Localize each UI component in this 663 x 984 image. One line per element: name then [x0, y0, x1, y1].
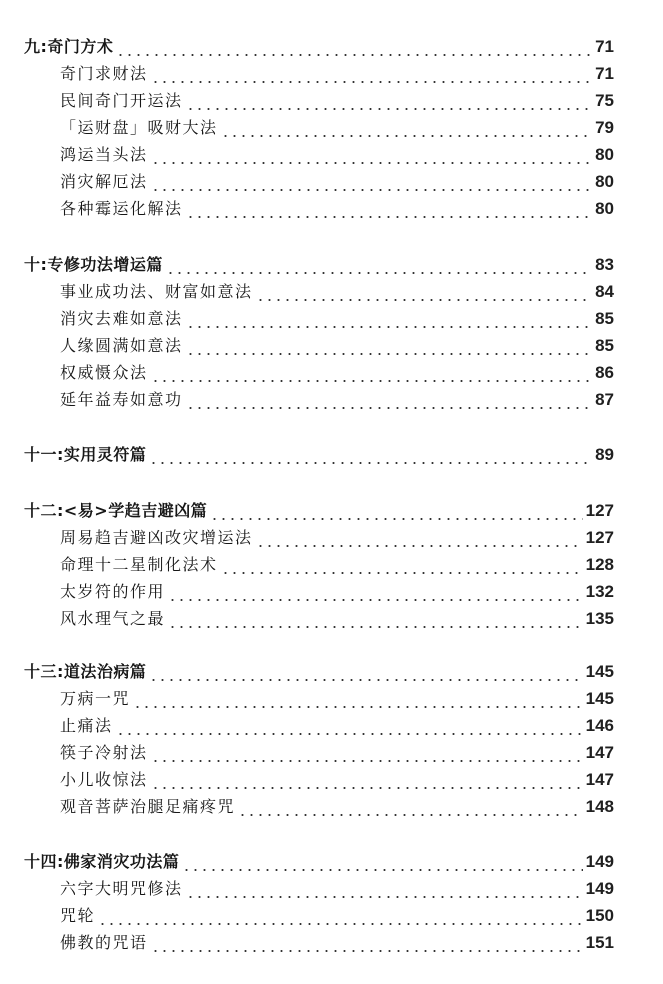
dot-leader: [209, 501, 582, 521]
dot-leader: [185, 336, 593, 356]
toc-heading[interactable]: [24, 848, 614, 872]
dot-leader: [132, 689, 583, 709]
dot-leader: [167, 582, 583, 602]
dot-leader: [150, 770, 583, 790]
entry-title: 万病一咒: [60, 689, 131, 708]
toc-entry[interactable]: [60, 332, 614, 356]
heading-title: 十三:道法治病篇: [24, 662, 147, 681]
entry-title: 佛教的咒语: [60, 933, 148, 952]
dot-leader: [148, 662, 582, 682]
entry-title: 周易趋吉避凶改灾增运法: [60, 528, 253, 547]
toc-entry[interactable]: [60, 114, 614, 138]
toc-entry[interactable]: [60, 141, 614, 165]
dot-leader: [220, 555, 583, 575]
page-number: 128: [585, 555, 614, 574]
page-number: 71: [595, 64, 614, 83]
page-number: 132: [585, 582, 614, 601]
toc-entry[interactable]: [60, 195, 614, 219]
entry-title: 民间奇门开运法: [60, 91, 183, 110]
toc-entry[interactable]: [60, 875, 614, 899]
page-number: 127: [585, 501, 614, 520]
page-number: 149: [585, 879, 614, 898]
dot-leader: [237, 797, 583, 817]
entry-title: 奇门求财法: [60, 64, 148, 83]
entry-title: 「运财盘」吸财大法: [60, 118, 218, 137]
dot-leader: [185, 309, 593, 329]
dot-leader: [150, 172, 593, 192]
toc-entry[interactable]: [60, 766, 614, 790]
dot-leader: [150, 64, 593, 84]
entry-title: 止痛法: [60, 716, 113, 735]
toc-entry[interactable]: [60, 578, 614, 602]
toc-entry[interactable]: [60, 168, 614, 192]
dot-leader: [255, 282, 593, 302]
page-number: 149: [585, 852, 614, 871]
dot-leader: [165, 255, 592, 275]
page-number: 80: [595, 199, 614, 218]
page-number: 148: [585, 797, 614, 816]
toc-heading[interactable]: [24, 658, 614, 682]
dot-leader: [150, 933, 583, 953]
entry-title: 事业成功法、财富如意法: [60, 282, 253, 301]
page-number: 71: [595, 37, 614, 56]
heading-title: 十一:实用灵符篇: [24, 445, 147, 464]
page-number: 83: [595, 255, 614, 274]
entry-title: 人缘圆满如意法: [60, 336, 183, 355]
page-number: 80: [595, 145, 614, 164]
page-number: 89: [595, 445, 614, 464]
page-number: 151: [585, 933, 614, 952]
dot-leader: [220, 118, 593, 138]
toc-entry[interactable]: [60, 551, 614, 575]
toc-heading[interactable]: [24, 441, 614, 465]
dot-leader: [150, 363, 593, 383]
page-number: 85: [595, 309, 614, 328]
entry-title: 观音菩萨治腿足痛疼咒: [60, 797, 236, 816]
page-number: 86: [595, 363, 614, 382]
page-number: 146: [585, 716, 614, 735]
entry-title: 鸿运当头法: [60, 145, 148, 164]
dot-leader: [255, 528, 583, 548]
toc-entry[interactable]: [60, 60, 614, 84]
entry-title: 太岁符的作用: [60, 582, 166, 601]
entry-title: 延年益寿如意功: [60, 390, 183, 409]
toc-entry[interactable]: [60, 929, 614, 953]
toc-entry[interactable]: [60, 524, 614, 548]
toc-entry[interactable]: [60, 305, 614, 329]
entry-title: 消灾去难如意法: [60, 309, 183, 328]
entry-title: 筷子冷射法: [60, 743, 148, 762]
entry-title: 各种霉运化解法: [60, 199, 183, 218]
page-number: 84: [595, 282, 614, 301]
dot-leader: [185, 199, 593, 219]
toc-entry[interactable]: [60, 793, 614, 817]
page-number: 75: [595, 91, 614, 110]
page-number: 150: [585, 906, 614, 925]
dot-leader: [97, 906, 583, 926]
toc-heading[interactable]: [24, 497, 614, 521]
toc-entry[interactable]: [60, 278, 614, 302]
entry-title: 小儿收惊法: [60, 770, 148, 789]
entry-title: 消灾解厄法: [60, 172, 148, 191]
toc-heading[interactable]: [24, 251, 614, 275]
heading-title: 十二:<易>学趋吉避凶篇: [24, 501, 208, 520]
dot-leader: [115, 37, 592, 57]
dot-leader: [185, 91, 593, 111]
page-number: 145: [585, 689, 614, 708]
page-number: 127: [585, 528, 614, 547]
dot-leader: [185, 390, 593, 410]
dot-leader: [181, 852, 582, 872]
dot-leader: [150, 145, 593, 165]
dot-leader: [115, 716, 583, 736]
toc-entry[interactable]: [60, 605, 614, 629]
heading-title: 十四:佛家消灾功法篇: [24, 852, 180, 871]
entry-title: 咒轮: [60, 906, 96, 925]
toc-entry[interactable]: [60, 87, 614, 111]
page-number: 135: [585, 609, 614, 628]
toc-entry[interactable]: [60, 685, 614, 709]
dot-leader: [185, 879, 583, 899]
page-number: 80: [595, 172, 614, 191]
heading-title: 九:奇门方术: [24, 37, 114, 56]
entry-title: 命理十二星制化法术: [60, 555, 218, 574]
heading-title: 十:专修功法增运篇: [24, 255, 163, 274]
toc-entry[interactable]: [60, 739, 614, 763]
dot-leader: [167, 609, 583, 629]
toc-heading[interactable]: [24, 33, 614, 57]
page-number: 85: [595, 336, 614, 355]
page-number: 147: [585, 770, 614, 789]
entry-title: 风水理气之最: [60, 609, 166, 628]
dot-leader: [150, 743, 583, 763]
entry-title: 六字大明咒修法: [60, 879, 183, 898]
page-number: 145: [585, 662, 614, 681]
toc-entry[interactable]: [60, 902, 614, 926]
page-number: 79: [595, 118, 614, 137]
toc-entry[interactable]: [60, 359, 614, 383]
toc-entry[interactable]: [60, 386, 614, 410]
page-number: 147: [585, 743, 614, 762]
page-number: 87: [595, 390, 614, 409]
toc-entry[interactable]: [60, 712, 614, 736]
dot-leader: [148, 445, 592, 465]
entry-title: 权威慑众法: [60, 363, 148, 382]
